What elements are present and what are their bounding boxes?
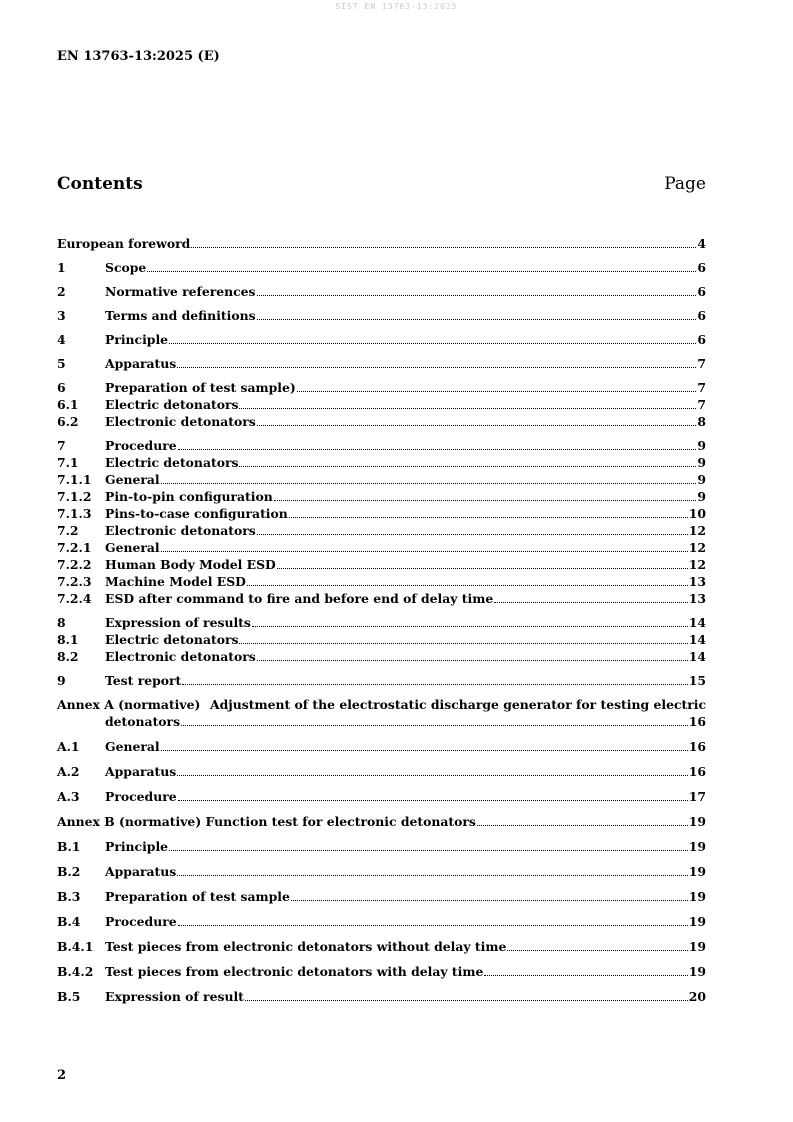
toc-entry-page: 14 — [688, 615, 706, 630]
toc-entry[interactable] — [57, 539, 706, 556]
toc-entry-page: 4 — [697, 236, 706, 251]
toc-entry-page: 17 — [688, 789, 706, 804]
toc-entry-title: Test report — [105, 673, 182, 688]
table-of-contents — [57, 235, 706, 1005]
toc-entry-number: B.1 — [57, 839, 81, 854]
toc-entry-title: Pins-to-case configuration — [105, 506, 288, 521]
toc-entry-number: 2 — [57, 284, 66, 299]
toc-entry-title: General — [105, 739, 160, 754]
toc-entry[interactable] — [57, 963, 706, 980]
toc-entry-title: Terms and definitions — [105, 308, 256, 323]
toc-entry-number: A.1 — [57, 739, 80, 754]
toc-entry-number: 6.1 — [57, 397, 79, 412]
toc-entry[interactable] — [57, 888, 706, 905]
toc-entry[interactable] — [57, 437, 706, 454]
toc-entry-number: 5 — [57, 356, 66, 371]
toc-entry-title: Test pieces from electronic detonators with delay time — [105, 964, 484, 979]
toc-entry-page: 19 — [688, 964, 706, 979]
toc-entry-title: Procedure — [105, 914, 177, 929]
toc-entry[interactable] — [57, 413, 706, 430]
toc-entry-title: European foreword — [57, 236, 191, 251]
toc-entry-number: 7.2.2 — [57, 557, 92, 572]
toc-entry-title: Scope — [105, 260, 147, 275]
toc-entry-title: General — [105, 472, 160, 487]
toc-entry[interactable] — [57, 913, 706, 930]
document-id: EN 13763-13:2025 (E) — [57, 49, 220, 64]
toc-entry[interactable] — [57, 938, 706, 955]
toc-entry-page: 12 — [688, 523, 706, 538]
toc-entry[interactable] — [57, 838, 706, 855]
toc-entry-number: 7.2 — [57, 523, 79, 538]
toc-entry-page: 6 — [697, 260, 706, 275]
toc-entry-page: 14 — [688, 632, 706, 647]
toc-entry-page: 16 — [688, 764, 706, 779]
toc-entry-page: 6 — [697, 308, 706, 323]
toc-entry[interactable] — [57, 988, 706, 1005]
toc-entry-page: 19 — [688, 939, 706, 954]
toc-entry-number: 7.1 — [57, 455, 79, 470]
toc-entry-title: Electric detonators — [105, 397, 239, 412]
toc-entry-title: Apparatus — [105, 356, 177, 371]
toc-entry-number: B.5 — [57, 989, 81, 1004]
toc-entry[interactable] — [57, 396, 706, 413]
toc-entry-page: 12 — [688, 557, 706, 572]
toc-entry-number: 7.2.1 — [57, 540, 92, 555]
toc-entry-page: 13 — [688, 574, 706, 589]
toc-entry-page: 20 — [688, 989, 706, 1004]
toc-entry-title: Procedure — [105, 438, 177, 453]
toc-entry-number: A.3 — [57, 789, 80, 804]
toc-entry-page: 15 — [688, 673, 706, 688]
toc-entry-annex-b[interactable] — [57, 813, 706, 830]
toc-entry-page: 9 — [697, 455, 706, 470]
annex-a-title-line1: Adjustment of the electrostatic discharge generator for testing electric — [210, 697, 706, 712]
toc-entry[interactable] — [57, 283, 706, 300]
toc-entry-number: 7.1.2 — [57, 489, 92, 504]
toc-entry-title: Human Body Model ESD — [105, 557, 276, 572]
toc-entry-title: detonators — [105, 714, 181, 729]
toc-entry-number: 9 — [57, 673, 66, 688]
toc-entry-number: 7 — [57, 438, 66, 453]
toc-entry-title: Machine Model ESD — [105, 574, 246, 589]
toc-entry-number: 3 — [57, 308, 66, 323]
toc-entry[interactable] — [57, 788, 706, 805]
toc-entry-page: 7 — [697, 356, 706, 371]
toc-entry-title: General — [105, 540, 160, 555]
toc-entry-page: 19 — [688, 814, 706, 829]
toc-entry-page: 19 — [688, 914, 706, 929]
toc-entry-title: Expression of results — [105, 615, 251, 630]
toc-entry[interactable] — [57, 863, 706, 880]
toc-entry-title: Test pieces from electronic detonators without delay time — [105, 939, 507, 954]
toc-entry-page: 19 — [688, 889, 706, 904]
toc-entry-title: Apparatus — [105, 764, 177, 779]
toc-entry-title: Electronic detonators — [105, 523, 256, 538]
toc-entry-page: 16 — [688, 739, 706, 754]
page-column-label: Page — [664, 174, 706, 194]
toc-entry-number: 6 — [57, 380, 66, 395]
toc-entry-number: 8.2 — [57, 649, 79, 664]
toc-entry[interactable] — [57, 307, 706, 324]
toc-entry-page: 9 — [697, 438, 706, 453]
toc-entry-page: 7 — [697, 397, 706, 412]
toc-entry[interactable] — [57, 454, 706, 471]
toc-entry-title: Apparatus — [105, 864, 177, 879]
toc-entry-title: ESD after command to fire and before end of delay time — [105, 591, 494, 606]
toc-entry[interactable] — [57, 614, 706, 631]
toc-entry[interactable] — [57, 648, 706, 665]
toc-entry[interactable] — [57, 573, 706, 590]
toc-entry-title: Normative references — [105, 284, 256, 299]
toc-entry-number: 7.1.1 — [57, 472, 92, 487]
toc-entry-number: 1 — [57, 260, 66, 275]
toc-entry-title: Procedure — [105, 789, 177, 804]
toc-entry-title: Expression of result — [105, 989, 244, 1004]
toc-entry[interactable] — [57, 471, 706, 488]
toc-entry[interactable] — [57, 259, 706, 276]
toc-entry[interactable] — [57, 738, 706, 755]
toc-entry[interactable] — [57, 556, 706, 573]
toc-entry-page: 8 — [697, 414, 706, 429]
toc-entry-page: 19 — [688, 864, 706, 879]
toc-entry-number: A.2 — [57, 764, 80, 779]
toc-entry-number: 8.1 — [57, 632, 79, 647]
toc-entry-page: 10 — [688, 506, 706, 521]
toc-entry-page: 9 — [697, 472, 706, 487]
toc-entry-page: 12 — [688, 540, 706, 555]
toc-entry[interactable] — [57, 522, 706, 539]
toc-entry-page: 6 — [697, 284, 706, 299]
toc-entry-annex-a[interactable] — [57, 696, 706, 713]
toc-entry-page: 16 — [688, 714, 706, 729]
toc-entry-number: B.4 — [57, 914, 81, 929]
toc-entry[interactable] — [57, 355, 706, 372]
toc-entry-page: 7 — [697, 380, 706, 395]
contents-heading: Contents — [57, 174, 143, 194]
toc-entry-title: Pin-to-pin configuration — [105, 489, 273, 504]
toc-entry[interactable] — [57, 672, 706, 689]
toc-entry-number: 8 — [57, 615, 66, 630]
toc-entry-number: B.3 — [57, 889, 81, 904]
toc-entry-page: 9 — [697, 489, 706, 504]
toc-entry-title: Electric detonators — [105, 632, 239, 647]
toc-entry[interactable] — [57, 590, 706, 607]
toc-entry-annex-a-continued[interactable] — [57, 713, 706, 730]
toc-entry-page: 13 — [688, 591, 706, 606]
toc-entry-title: Preparation of test sample) — [105, 380, 296, 395]
toc-entry-number: B.2 — [57, 864, 81, 879]
toc-entry-page: 14 — [688, 649, 706, 664]
toc-entry-number: 7.2.4 — [57, 591, 92, 606]
watermark: SIST EN 13763-13:2025 — [335, 2, 458, 11]
toc-entry[interactable] — [57, 763, 706, 780]
toc-entry[interactable] — [57, 379, 706, 396]
toc-entry[interactable] — [57, 505, 706, 522]
toc-entry[interactable] — [57, 488, 706, 505]
toc-entry[interactable] — [57, 331, 706, 348]
toc-entry-foreword[interactable] — [57, 235, 706, 252]
toc-entry-title: Principle — [105, 332, 169, 347]
toc-entry-number: B.4.2 — [57, 964, 94, 979]
toc-entry-number: 7.2.3 — [57, 574, 92, 589]
toc-entry-page: 19 — [688, 839, 706, 854]
toc-entry-title: Principle — [105, 839, 169, 854]
toc-entry-page: 6 — [697, 332, 706, 347]
page-number: 2 — [57, 1068, 67, 1083]
toc-entry-number: B.4.1 — [57, 939, 94, 954]
toc-entry-number: 6.2 — [57, 414, 79, 429]
toc-entry[interactable] — [57, 631, 706, 648]
toc-entry-number: 7.1.3 — [57, 506, 92, 521]
toc-entry-number: 4 — [57, 332, 66, 347]
toc-entry-title: Annex B (normative) Function test for electronic detonators — [57, 814, 476, 829]
toc-entry-title: Electronic detonators — [105, 649, 256, 664]
annex-a-label: Annex A (normative) — [57, 697, 201, 712]
toc-entry-title: Preparation of test sample — [105, 889, 290, 904]
toc-entry-title: Electric detonators — [105, 455, 239, 470]
toc-entry-title: Electronic detonators — [105, 414, 256, 429]
